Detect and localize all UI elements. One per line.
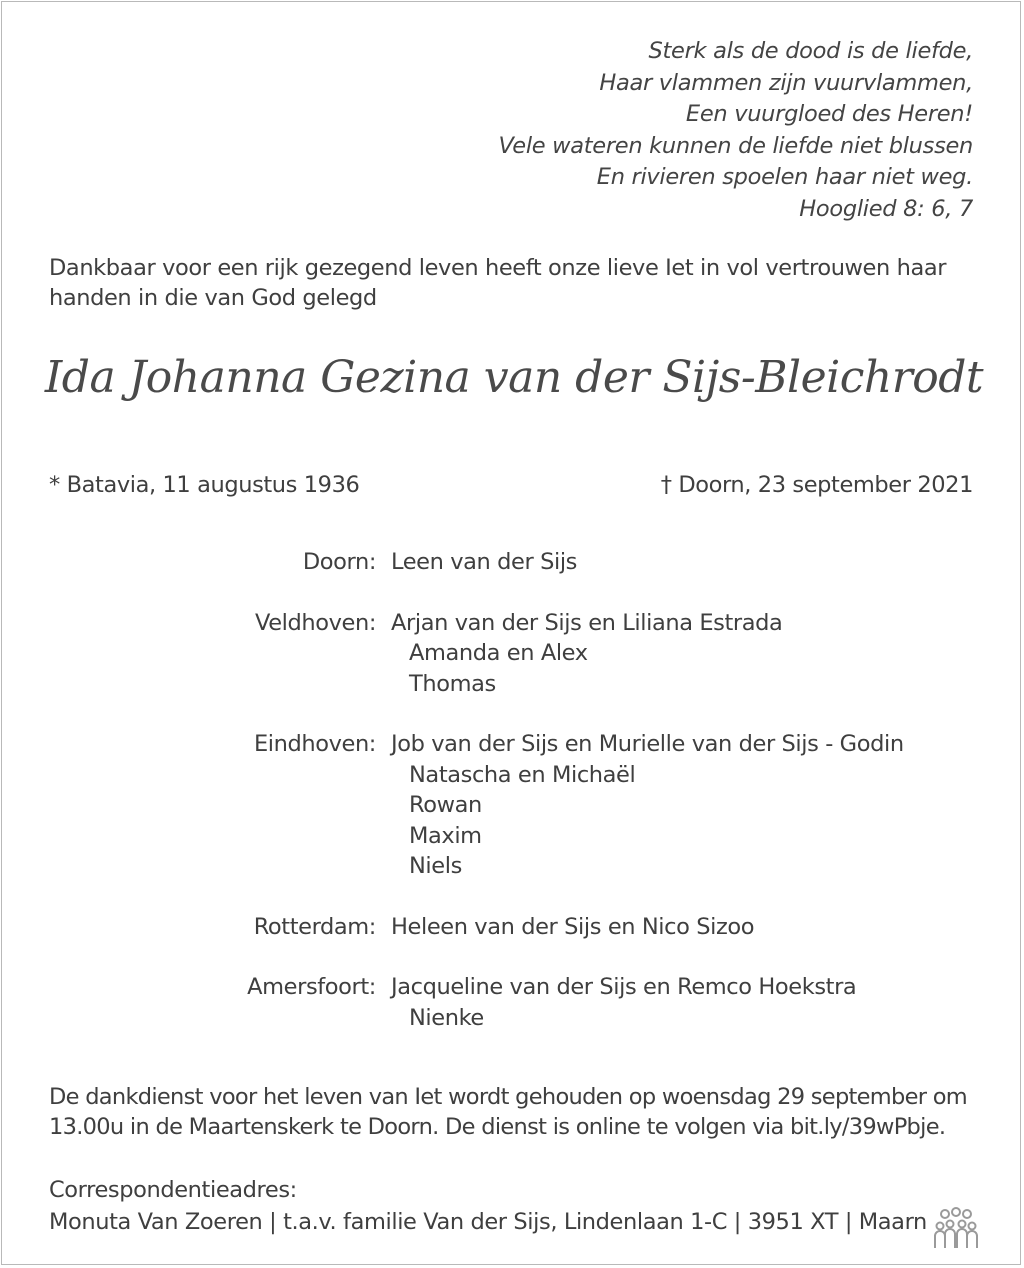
family-place: Rotterdam: xyxy=(253,913,376,940)
deceased-name: Ida Johanna Gezina van der Sijs-Bleichrodt xyxy=(44,352,984,403)
family-group xyxy=(2,547,1024,578)
family-place: Doorn: xyxy=(302,549,376,575)
correspondence xyxy=(49,1174,969,1238)
family-main: Job van der Sijs en Murielle van der Sijs - Godin xyxy=(391,731,904,757)
family-main: Arjan van der Sijs en Liliana Estrada xyxy=(391,609,783,636)
death-info: † Doorn, 23 september 2021 xyxy=(660,472,973,498)
poem-line: Haar vlammen zijn vuurvlammen, xyxy=(599,69,973,96)
family-child: Nienke xyxy=(409,1004,484,1031)
family-child: Rowan xyxy=(409,792,482,818)
poem-line: Sterk als de dood is de liefde, xyxy=(648,38,973,64)
announcement-frame xyxy=(1,1,1021,1265)
family-place: Veldhoven: xyxy=(254,609,376,636)
family-group xyxy=(2,912,1024,943)
poem-reference: Hooglied 8: 6, 7 xyxy=(799,195,973,222)
family-place: Amersfoort: xyxy=(247,974,376,1000)
poem-line: Vele wateren kunnen de liefde niet blussen xyxy=(498,132,973,159)
family-list xyxy=(2,547,1024,1063)
family-main: Heleen van der Sijs en Nico Sizoo xyxy=(391,913,755,940)
correspondence-label: Correspondentieadres: xyxy=(49,1177,297,1203)
family-child: Maxim xyxy=(409,822,482,849)
family-child: Niels xyxy=(409,853,462,879)
family-group xyxy=(2,972,1024,1033)
family-main: Jacqueline van der Sijs en Remco Hoekstra xyxy=(391,974,857,1000)
family-group xyxy=(2,729,1024,882)
correspondence-address: Monuta Van Zoeren | t.a.v. familie Van der Sijs, Lindenlaan 1-C | 3951 XT | Maarn xyxy=(49,1209,927,1235)
poem xyxy=(499,36,973,225)
poem-line: En rivieren spoelen haar niet weg. xyxy=(596,164,973,190)
birth-info: * Batavia, 11 augustus 1936 xyxy=(49,472,360,498)
family-main: Leen van der Sijs xyxy=(391,549,577,575)
family-people-icon xyxy=(932,1206,980,1250)
family-child: Natascha en Michaël xyxy=(409,761,636,788)
family-child: Thomas xyxy=(409,670,496,697)
intro-text: Dankbaar voor een rijk gezegend leven heeft onze lieve Iet in vol vertrouwen haar handen in die van God gelegd xyxy=(49,255,947,311)
family-group xyxy=(2,608,1024,700)
family-child: Amanda en Alex xyxy=(409,640,588,666)
service-info: De dankdienst voor het leven van Iet wordt gehouden op woensdag 29 september om 13.00u in de Maartenskerk te Doorn. De dienst is online te volgen via bit.ly/39wPbje. xyxy=(49,1084,968,1140)
family-place: Eindhoven: xyxy=(253,731,376,757)
poem-line: Een vuurgloed des Heren! xyxy=(685,101,973,127)
